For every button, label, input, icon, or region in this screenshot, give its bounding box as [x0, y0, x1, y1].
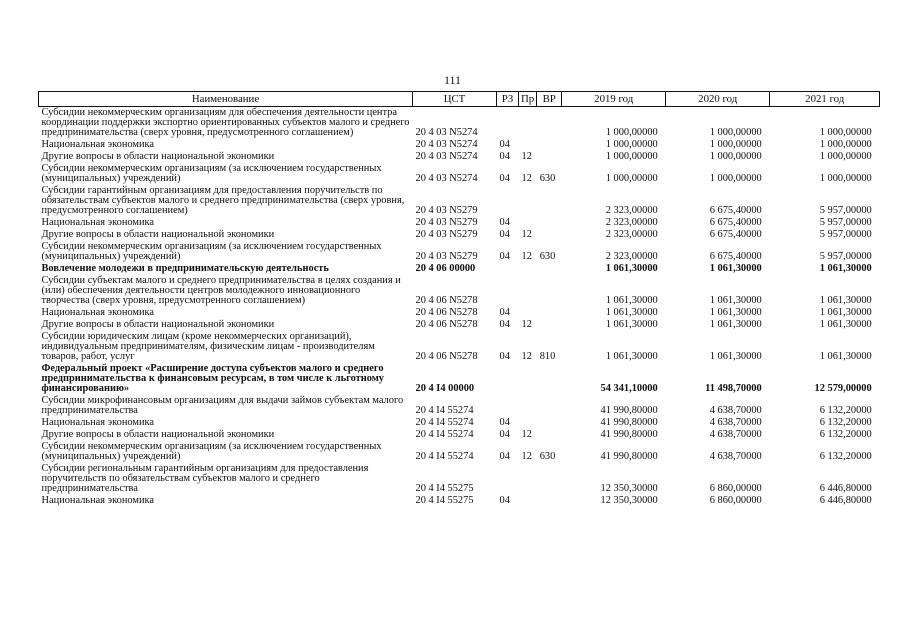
row-pr — [519, 395, 537, 417]
row-pr: 12 — [521, 351, 532, 362]
header-2020: 2020 год — [666, 92, 770, 107]
row-cst: 20 4 I4 55274 — [415, 405, 474, 416]
row-vr — [537, 263, 562, 275]
row-2021: 1 061,30000 — [819, 295, 872, 306]
row-2019: 12 350,30000 — [600, 483, 658, 494]
row-2021: 5 957,00000 — [819, 217, 872, 228]
row-rz — [497, 185, 519, 217]
row-2021: 1 000,00000 — [819, 127, 872, 138]
row-2019: 1 061,30000 — [605, 319, 658, 330]
row-cst: 20 4 03 N5274 — [415, 127, 478, 138]
row-cst: 20 4 03 N5279 — [415, 217, 478, 228]
row-2021: 6 446,80000 — [819, 495, 872, 506]
row-pr — [519, 417, 537, 429]
row-2020: 6 860,00000 — [709, 483, 762, 494]
row-2021: 1 000,00000 — [819, 139, 872, 150]
row-rz: 04 — [499, 351, 510, 362]
row-2021: 12 579,00000 — [814, 383, 872, 394]
table-row — [39, 395, 880, 417]
row-rz — [497, 363, 519, 395]
header-pr: Пр — [519, 92, 537, 107]
row-2021: 5 957,00000 — [819, 205, 872, 216]
row-pr — [519, 139, 537, 151]
row-2021: 1 061,30000 — [819, 351, 872, 362]
row-cst: 20 4 03 N5274 — [415, 139, 478, 150]
header-cst: ЦСТ — [413, 92, 497, 107]
row-2019: 41 990,80000 — [600, 405, 658, 416]
row-pr: 12 — [521, 229, 532, 240]
row-vr: 630 — [539, 173, 556, 184]
table-body — [39, 107, 880, 507]
table-row — [39, 363, 880, 395]
row-2019: 12 350,30000 — [600, 495, 658, 506]
row-name: Субсидии юридическим лицам (кроме некоммерческих организаций), индивидуальным предпринимателям, физическим лицам - производителям товаров, работ, услуг — [41, 331, 375, 362]
header-2021: 2021 год — [770, 92, 880, 107]
row-2019: 1 000,00000 — [605, 139, 658, 150]
row-vr — [537, 307, 562, 319]
row-2020: 11 498,70000 — [705, 383, 762, 394]
row-2020: 1 061,30000 — [709, 307, 762, 318]
row-2020: 4 638,70000 — [709, 417, 762, 428]
row-pr — [519, 363, 537, 395]
row-rz: 04 — [499, 307, 510, 318]
row-2020: 6 675,40000 — [709, 205, 762, 216]
row-rz: 04 — [499, 139, 510, 150]
row-2019: 41 990,80000 — [600, 451, 658, 462]
row-rz — [497, 107, 519, 140]
row-cst: 20 4 03 N5274 — [415, 151, 478, 162]
row-vr — [537, 319, 562, 331]
row-2019: 54 341,10000 — [600, 383, 658, 394]
table-row — [39, 139, 880, 151]
row-rz — [497, 395, 519, 417]
table-row — [39, 331, 880, 363]
row-2020: 6 675,40000 — [709, 229, 762, 240]
row-rz — [497, 463, 519, 495]
table-row — [39, 495, 880, 506]
row-cst: 20 4 06 N5278 — [415, 295, 478, 306]
header-2019: 2019 год — [562, 92, 666, 107]
row-cst: 20 4 03 N5279 — [415, 229, 478, 240]
row-rz: 04 — [499, 417, 510, 428]
row-cst: 20 4 03 N5279 — [415, 251, 478, 262]
row-2021: 1 061,30000 — [819, 307, 872, 318]
row-name: Субсидии некоммерческим организациям (за исключением государственных (муниципальных) учреждений) — [41, 163, 382, 184]
row-name: Субсидии субъектам малого и среднего предпринимательства в целях создания и (или) обеспечения деятельности центров молодежного инновационного творчества (сверх уровня, предусмотренного соглашением) — [41, 275, 401, 306]
row-2020: 1 061,30000 — [709, 263, 762, 274]
row-pr: 12 — [521, 429, 532, 440]
row-2021: 1 000,00000 — [819, 151, 872, 162]
row-2020: 1 061,30000 — [709, 351, 762, 362]
row-2021: 6 446,80000 — [819, 483, 872, 494]
row-2019: 2 323,00000 — [605, 251, 658, 262]
row-rz: 04 — [499, 217, 510, 228]
row-rz: 04 — [499, 251, 510, 262]
row-2021: 6 132,20000 — [819, 451, 872, 462]
row-vr — [537, 417, 562, 429]
row-name: Национальная экономика — [41, 217, 155, 228]
row-2020: 4 638,70000 — [709, 451, 762, 462]
table-row — [39, 263, 880, 275]
table-row — [39, 217, 880, 229]
row-2019: 2 323,00000 — [605, 229, 658, 240]
row-cst: 20 4 03 N5274 — [415, 173, 478, 184]
row-pr — [519, 185, 537, 217]
row-vr: 810 — [539, 351, 556, 362]
row-2021: 5 957,00000 — [819, 251, 872, 262]
row-name: Субсидии микрофинансовым организациям для выдачи займов субъектам малого предпринимательства — [41, 395, 404, 416]
row-name: Другие вопросы в области национальной экономики — [41, 229, 275, 240]
row-pr: 12 — [521, 451, 532, 462]
table-row — [39, 319, 880, 331]
row-2019: 2 323,00000 — [605, 205, 658, 216]
row-cst: 20 4 06 N5278 — [415, 307, 478, 318]
row-pr — [519, 217, 537, 229]
header-vr: ВР — [537, 92, 562, 107]
row-cst: 20 4 I4 55275 — [415, 495, 474, 506]
row-name: Субсидии гарантийным организациям для предоставления поручительств по обязательствам субъектов малого и среднего предпринимательства (сверх уровня, предусмотренного соглашением) — [41, 185, 405, 216]
row-name: Субсидии некоммерческим организациям для обеспечения деятельности центра координации поддержки экспортно ориентированных субъектов малого и среднего предпринимательства (сверх уровня, предусмотренного соглашением) — [41, 107, 410, 138]
row-pr — [519, 107, 537, 140]
row-name: Вовлечение молодежи в предпринимательскую деятельность — [41, 263, 329, 274]
row-2021: 6 132,20000 — [819, 405, 872, 416]
row-2021: 6 132,20000 — [819, 429, 872, 440]
row-2021: 5 957,00000 — [819, 229, 872, 240]
row-2020: 1 061,30000 — [709, 295, 762, 306]
row-2019: 1 000,00000 — [605, 173, 658, 184]
row-name: Национальная экономика — [41, 139, 155, 150]
row-vr — [537, 463, 562, 495]
table-row — [39, 241, 880, 263]
row-2021: 1 061,30000 — [819, 263, 872, 274]
row-2019: 1 061,30000 — [605, 351, 658, 362]
row-2020: 4 638,70000 — [709, 405, 762, 416]
table-row — [39, 275, 880, 307]
row-cst: 20 4 03 N5279 — [415, 205, 478, 216]
row-2021: 1 000,00000 — [819, 173, 872, 184]
row-pr — [519, 307, 537, 319]
table-row — [39, 151, 880, 163]
row-vr — [537, 229, 562, 241]
row-2020: 1 000,00000 — [709, 127, 762, 138]
row-2019: 1 061,30000 — [605, 307, 658, 318]
row-rz: 04 — [499, 429, 510, 440]
header-rz: РЗ — [497, 92, 519, 107]
row-pr — [519, 495, 537, 506]
table-row — [39, 185, 880, 217]
row-cst: 20 4 I4 55275 — [415, 483, 474, 494]
row-rz: 04 — [499, 319, 510, 330]
row-2019: 1 061,30000 — [605, 263, 658, 274]
page-number: 111 — [443, 73, 462, 87]
row-cst: 20 4 06 00000 — [415, 263, 476, 274]
table-row — [39, 107, 880, 140]
row-name: Другие вопросы в области национальной экономики — [41, 429, 275, 440]
row-2020: 6 860,00000 — [709, 495, 762, 506]
row-pr: 12 — [521, 151, 532, 162]
row-2019: 1 000,00000 — [605, 127, 658, 138]
row-vr — [537, 185, 562, 217]
row-2020: 6 675,40000 — [709, 251, 762, 262]
row-name: Национальная экономика — [41, 307, 155, 318]
row-name: Субсидии некоммерческим организациям (за исключением государственных (муниципальных) учреждений) — [41, 241, 382, 262]
row-2020: 6 675,40000 — [709, 217, 762, 228]
row-vr: 630 — [539, 251, 556, 262]
row-rz: 04 — [499, 495, 510, 506]
table-row — [39, 229, 880, 241]
budget-table — [38, 91, 880, 506]
row-name: Субсидии региональным гарантийным организациям для предоставления поручительств по обязательствам субъектов малого и среднего предпринимательства — [41, 463, 369, 494]
row-rz: 04 — [499, 451, 510, 462]
row-vr: 630 — [539, 451, 556, 462]
row-vr — [537, 107, 562, 140]
row-rz — [497, 263, 519, 275]
row-name: Национальная экономика — [41, 495, 155, 506]
row-cst: 20 4 I4 55274 — [415, 417, 474, 428]
row-vr — [537, 395, 562, 417]
row-vr — [537, 151, 562, 163]
table-row — [39, 307, 880, 319]
row-2020: 1 000,00000 — [709, 151, 762, 162]
table-row — [39, 441, 880, 463]
row-2020: 4 638,70000 — [709, 429, 762, 440]
row-name: Федеральный проект «Расширение доступа субъектов малого и среднего предпринимательства к финансовым ресурсам, в том числе к льготному финансированию» — [41, 363, 384, 394]
row-pr — [519, 263, 537, 275]
row-vr — [537, 139, 562, 151]
header-name: Наименование — [39, 92, 413, 107]
row-name: Другие вопросы в области национальной экономики — [41, 151, 275, 162]
row-cst: 20 4 06 N5278 — [415, 351, 478, 362]
row-pr: 12 — [521, 319, 532, 330]
row-rz: 04 — [499, 229, 510, 240]
row-2019: 1 061,30000 — [605, 295, 658, 306]
row-cst: 20 4 I4 55274 — [415, 451, 474, 462]
row-name: Субсидии некоммерческим организациям (за исключением государственных (муниципальных) учреждений) — [41, 441, 382, 462]
row-rz: 04 — [499, 173, 510, 184]
row-name: Другие вопросы в области национальной экономики — [41, 319, 275, 330]
row-vr — [537, 275, 562, 307]
row-pr — [519, 463, 537, 495]
row-cst: 20 4 06 N5278 — [415, 319, 478, 330]
row-rz: 04 — [499, 151, 510, 162]
table-header — [39, 92, 880, 107]
row-pr: 12 — [521, 173, 532, 184]
row-2021: 6 132,20000 — [819, 417, 872, 428]
row-cst: 20 4 I4 55274 — [415, 429, 474, 440]
table-row — [39, 429, 880, 441]
row-2019: 2 323,00000 — [605, 217, 658, 228]
row-2021: 1 061,30000 — [819, 319, 872, 330]
row-vr — [537, 217, 562, 229]
row-name: Национальная экономика — [41, 417, 155, 428]
row-rz — [497, 275, 519, 307]
table-row — [39, 463, 880, 495]
table-row — [39, 163, 880, 185]
row-cst: 20 4 I4 00000 — [415, 383, 475, 394]
row-2019: 1 000,00000 — [605, 151, 658, 162]
row-pr — [519, 275, 537, 307]
row-vr — [537, 495, 562, 506]
row-2019: 41 990,80000 — [600, 429, 658, 440]
row-2019: 41 990,80000 — [600, 417, 658, 428]
row-vr — [537, 429, 562, 441]
row-vr — [537, 363, 562, 395]
row-2020: 1 000,00000 — [709, 139, 762, 150]
row-pr: 12 — [521, 251, 532, 262]
row-2020: 1 061,30000 — [709, 319, 762, 330]
row-2020: 1 000,00000 — [709, 173, 762, 184]
table-row — [39, 417, 880, 429]
